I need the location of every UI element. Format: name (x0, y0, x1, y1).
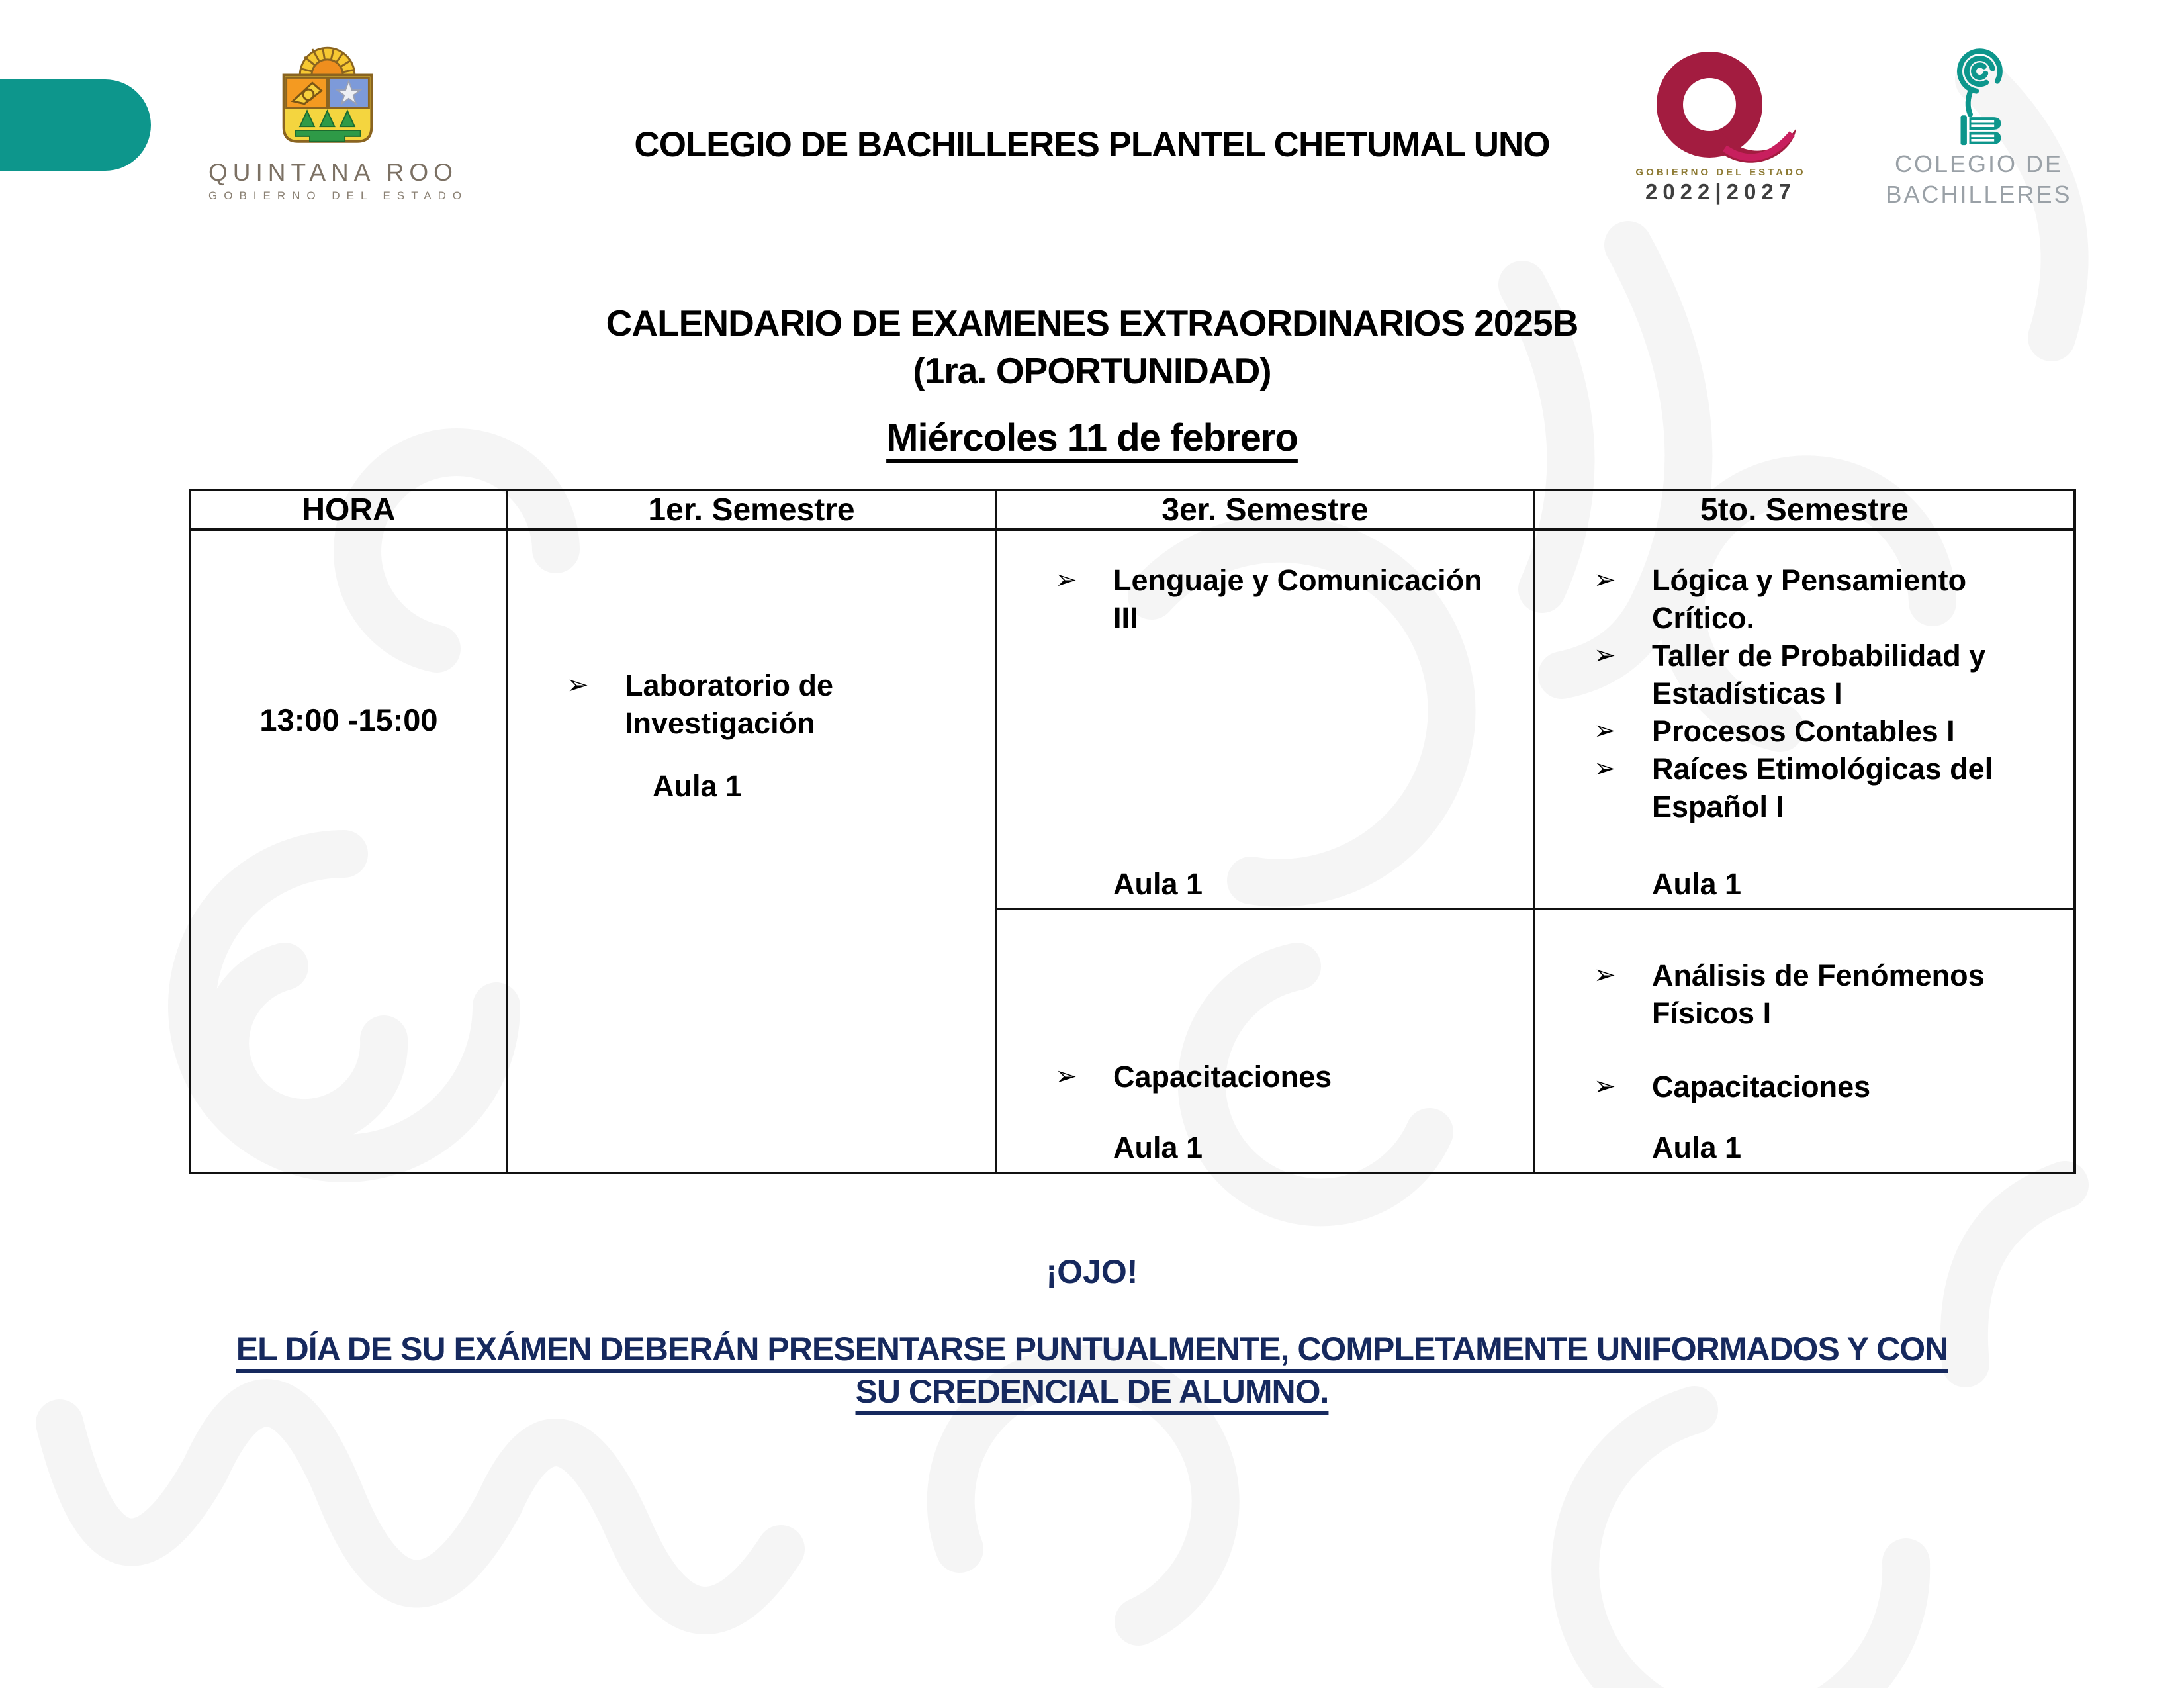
subject-list (1535, 561, 2073, 825)
subject-label: Procesos Contables I (1652, 714, 1955, 748)
q-logo-icon (1641, 52, 1800, 165)
exam-schedule-table (189, 489, 2076, 1174)
aula-label: Aula 1 (1652, 867, 1742, 901)
quintana-roo-logo (208, 34, 469, 203)
arrow-bullet-icon: ➢ (567, 669, 589, 700)
quintana-roo-wordmark: QUINTANA ROO (208, 159, 458, 186)
quintana-roo-subtitle: GOBIERNO DEL ESTADO (208, 189, 469, 202)
calendar-title-block (0, 299, 2184, 395)
header-hora: HORA (191, 491, 506, 531)
header-1er-semestre: 1er. Semestre (506, 491, 995, 531)
subject-label: Lógica y Pensamiento Crítico. (1652, 563, 1967, 635)
calendar-title: CALENDARIO DE EXAMENES EXTRAORDINARIOS 2025B (606, 303, 1578, 344)
third-semester-top-cell (995, 531, 1533, 908)
subject-label: Taller de Probabilidad y Estadísticas I (1652, 639, 1986, 710)
arrow-bullet-icon: ➢ (1594, 640, 1616, 671)
subject-label: Capacitaciones (1652, 1070, 1871, 1103)
aula-label: Aula 1 (1113, 1131, 1203, 1164)
warning-line-1: EL DÍA DE SU EXÁMEN DEBERÁN PRESENTARSE PUNTUALMENTE, COMPLETAMENTE UNIFORMADOS Y CON (236, 1331, 1948, 1368)
arrow-bullet-icon: ➢ (1594, 960, 1616, 990)
subject-item (1535, 957, 2073, 1032)
third-semester-bottom-cell (995, 908, 1533, 1172)
q-logo-period: 2022|2027 (1645, 179, 1797, 204)
subject-item (997, 561, 1533, 637)
subject-item (1535, 1068, 2073, 1105)
cb-spiral-book-icon (1929, 46, 2028, 147)
arrow-bullet-icon: ➢ (1594, 565, 1616, 595)
arrow-bullet-icon: ➢ (1055, 1061, 1077, 1092)
subject-label: Análisis de Fenómenos Físicos I (1652, 959, 1985, 1030)
arrow-bullet-icon: ➢ (1594, 716, 1616, 746)
subject-item (1535, 637, 2073, 712)
time-cell (191, 531, 506, 1172)
aula-label: Aula 1 (653, 769, 743, 803)
arrow-bullet-icon: ➢ (1594, 1071, 1616, 1102)
subject-label: Raíces Etimológicas del Español I (1652, 752, 1993, 823)
subject-label: Capacitaciones (1113, 1060, 1332, 1094)
cb-logo-line2: BACHILLERES (1886, 181, 2072, 209)
first-semester-cell (506, 531, 995, 1172)
fifth-semester-top-cell (1533, 531, 2073, 908)
exam-date-heading: Miércoles 11 de febrero (886, 416, 1298, 459)
quintana-roo-coat-of-arms (271, 34, 385, 152)
attention-note: ¡OJO! (1046, 1253, 1138, 1290)
colegio-bachilleres-logo (1873, 46, 2085, 209)
warning-line-2: SU CREDENCIAL DE ALUMNO. (855, 1373, 1329, 1410)
cb-logo-line1: COLEGIO DE (1894, 150, 2064, 177)
subject-item (508, 667, 995, 742)
gobierno-q-logo (1635, 52, 1807, 205)
subject-label: Lenguaje y Comunicación III (1113, 563, 1482, 635)
arrow-bullet-icon: ➢ (1594, 753, 1616, 784)
q-logo-subtitle: GOBIERNO DEL ESTADO (1635, 167, 1806, 178)
school-title: COLEGIO DE BACHILLERES PLANTEL CHETUMAL UNO (634, 125, 1550, 164)
subject-item (1535, 561, 2073, 637)
aula-label: Aula 1 (1113, 867, 1203, 901)
aula-label: Aula 1 (1652, 1131, 1742, 1164)
arrow-bullet-icon: ➢ (1055, 565, 1077, 595)
subject-item (997, 1058, 1533, 1096)
subject-item (1535, 712, 2073, 750)
teal-pill-decoration (0, 79, 151, 171)
fifth-semester-bottom-cell (1533, 908, 2073, 1172)
calendar-subtitle: (1ra. OPORTUNIDAD) (913, 350, 1271, 391)
warning-text (179, 1328, 2005, 1413)
header-5to-semestre: 5to. Semestre (1533, 491, 2073, 531)
subject-item (1535, 750, 2073, 825)
header-3er-semestre: 3er. Semestre (995, 491, 1533, 531)
subject-label: Laboratorio de Investigación (625, 668, 834, 740)
time-range: 13:00 -15:00 (259, 702, 438, 737)
